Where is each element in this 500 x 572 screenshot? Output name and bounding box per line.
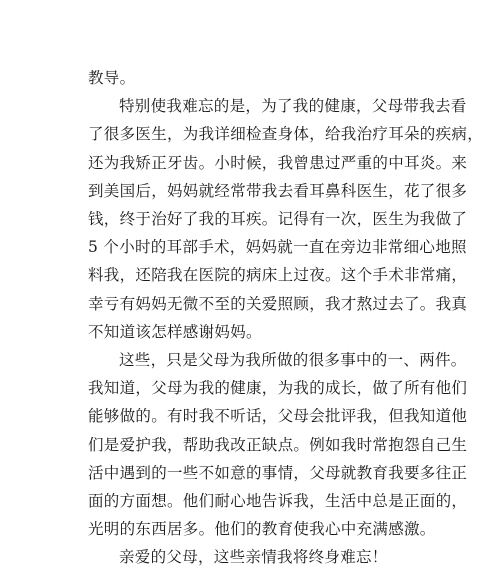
text-line: 5 个小时的耳部手术，妈妈就一直在旁边非常细心地照 — [88, 238, 467, 257]
text-line: 钱，终于治好了我的耳疾。记得有一次，医生为我做了 — [88, 210, 468, 229]
text-line: 幸亏有妈妈无微不至的关爱照顾，我才熬过去了。我真 — [88, 294, 468, 313]
essay-text — [88, 64, 484, 572]
text-line: 面的方面想。他们耐心地告诉我，生活中总是正面的， — [88, 492, 468, 511]
paragraph — [88, 92, 484, 346]
text-line: 料我，还陪我在医院的病床上过夜。这个手术非常痛， — [88, 266, 468, 285]
paragraph — [88, 64, 423, 92]
text-line: 到美国后，妈妈就经常带我去看耳鼻科医生，花了很多 — [88, 181, 468, 200]
text-line: 能够做的。有时我不听话，父母会批评我，但我知道他 — [88, 407, 468, 426]
text-line: 活中遇到的一些不如意的事情，父母就教育我要多往正 — [88, 463, 468, 482]
text-line: 这些，只是父母为我所做的很多事中的一、两件。 — [119, 351, 467, 370]
paragraph — [88, 543, 423, 571]
text-line: 光明的东西居多。他们的教育使我心中充满感激。 — [88, 520, 436, 539]
text-line: 特别使我难忘的是，为了我的健康，父母带我去看 — [119, 97, 467, 116]
text-line: 不知道该怎样感谢妈妈。 — [88, 322, 262, 341]
text-line: 教导。 — [88, 69, 136, 87]
text-line: 们是爱护我，帮助我改正缺点。例如我时常抱怨自己生 — [88, 435, 468, 454]
text-line: 还为我矫正牙齿。小时候，我曾患过严重的中耳炎。来 — [88, 153, 468, 172]
text-line: 我知道，父母为我的健康，为我的成长，做了所有他们 — [88, 379, 468, 398]
text-line: 了很多医生，为我详细检查身体，给我治疗耳朵的疾病， — [88, 125, 484, 144]
paragraph — [88, 346, 468, 543]
text-line: 亲爱的父母，这些亲情我将终身难忘！ — [119, 548, 388, 567]
